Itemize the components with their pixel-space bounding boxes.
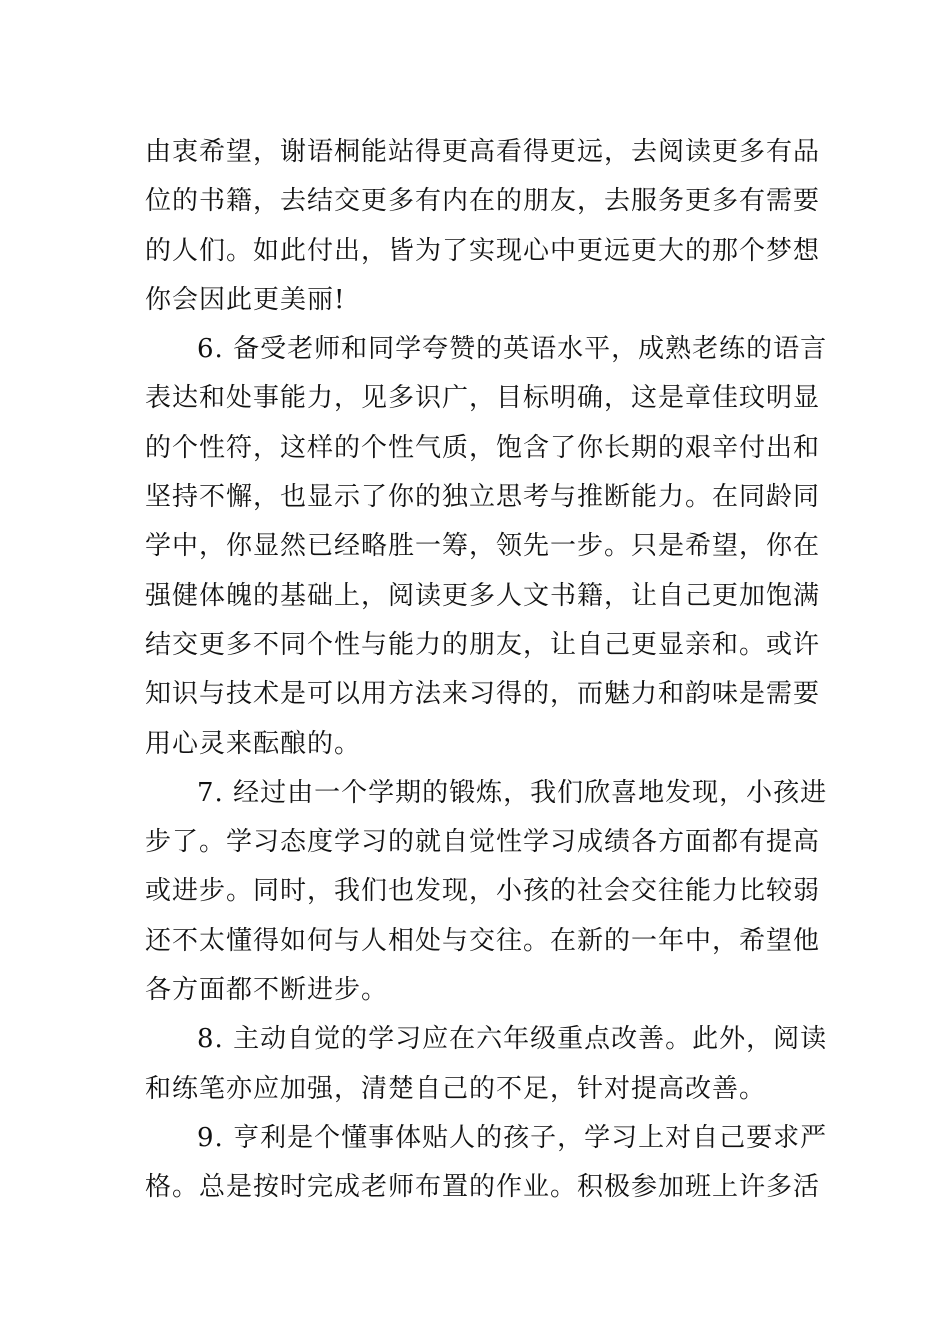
text-line: 由衷希望，谢语桐能站得更高看得更远，去阅读更多有品 xyxy=(145,137,821,167)
text-line: 你会因此更美丽! xyxy=(145,284,346,315)
text-line: 格。总是按时完成老师布置的作业。积极参加班上许多活 xyxy=(145,1172,821,1203)
text-line: 还不太懂得如何与人相处与交往。在新的一年中，希望他 xyxy=(145,925,821,956)
text-line: 位的书籍，去结交更多有内在的朋友，去服务更多有需要 xyxy=(145,186,821,217)
text-line: 知识与技术是可以用方法来习得的，而魅力和韵味是需要 xyxy=(145,679,821,710)
text-line: 强健体魄的基础上，阅读更多人文书籍，让自己更加饱满 xyxy=(145,580,821,611)
text-line: 步了。学习态度学习的就自觉性学习成绩各方面都有提高 xyxy=(145,827,821,858)
text-line: 的人们。如此付出，皆为了实现心中更远更大的那个梦想 xyxy=(145,235,821,266)
text-line: 结交更多不同个性与能力的朋友，让自己更显亲和。或许 xyxy=(145,629,821,660)
text-line: 学中，你显然已经略胜一筹，领先一步。只是希望，你在 xyxy=(145,531,821,562)
item-8-first-line: 8. 主动自觉的学习应在六年级重点改善。此外，阅读 xyxy=(197,1024,828,1055)
text-line: 各方面都不断进步。 xyxy=(145,975,389,1006)
item-9-first-line: 9. 亨利是个懂事体贴人的孩子，学习上对自己要求严 xyxy=(197,1122,828,1153)
text-line: 的个性符，这样的个性气质，饱含了你长期的艰辛付出和 xyxy=(145,432,821,463)
text-line: 或进步。同时，我们也发现，小孩的社会交往能力比较弱 xyxy=(145,876,821,907)
text-line: 表达和处事能力，见多识广，目标明确，这是章佳玟明显 xyxy=(145,383,821,414)
text-line: 坚持不懈，也显示了你的独立思考与推断能力。在同龄同 xyxy=(145,482,821,513)
text-line: 用心灵来酝酿的。 xyxy=(145,728,362,759)
text-line: 和练笔亦应加强，清楚自己的不足，针对提高改善。 xyxy=(145,1073,767,1104)
document-body xyxy=(145,128,828,1213)
item-6-first-line: 6. 备受老师和同学夸赞的英语水平，成熟老练的语言 xyxy=(197,334,828,365)
item-7-first-line: 7. 经过由一个学期的锻炼，我们欣喜地发现，小孩进 xyxy=(197,777,828,808)
